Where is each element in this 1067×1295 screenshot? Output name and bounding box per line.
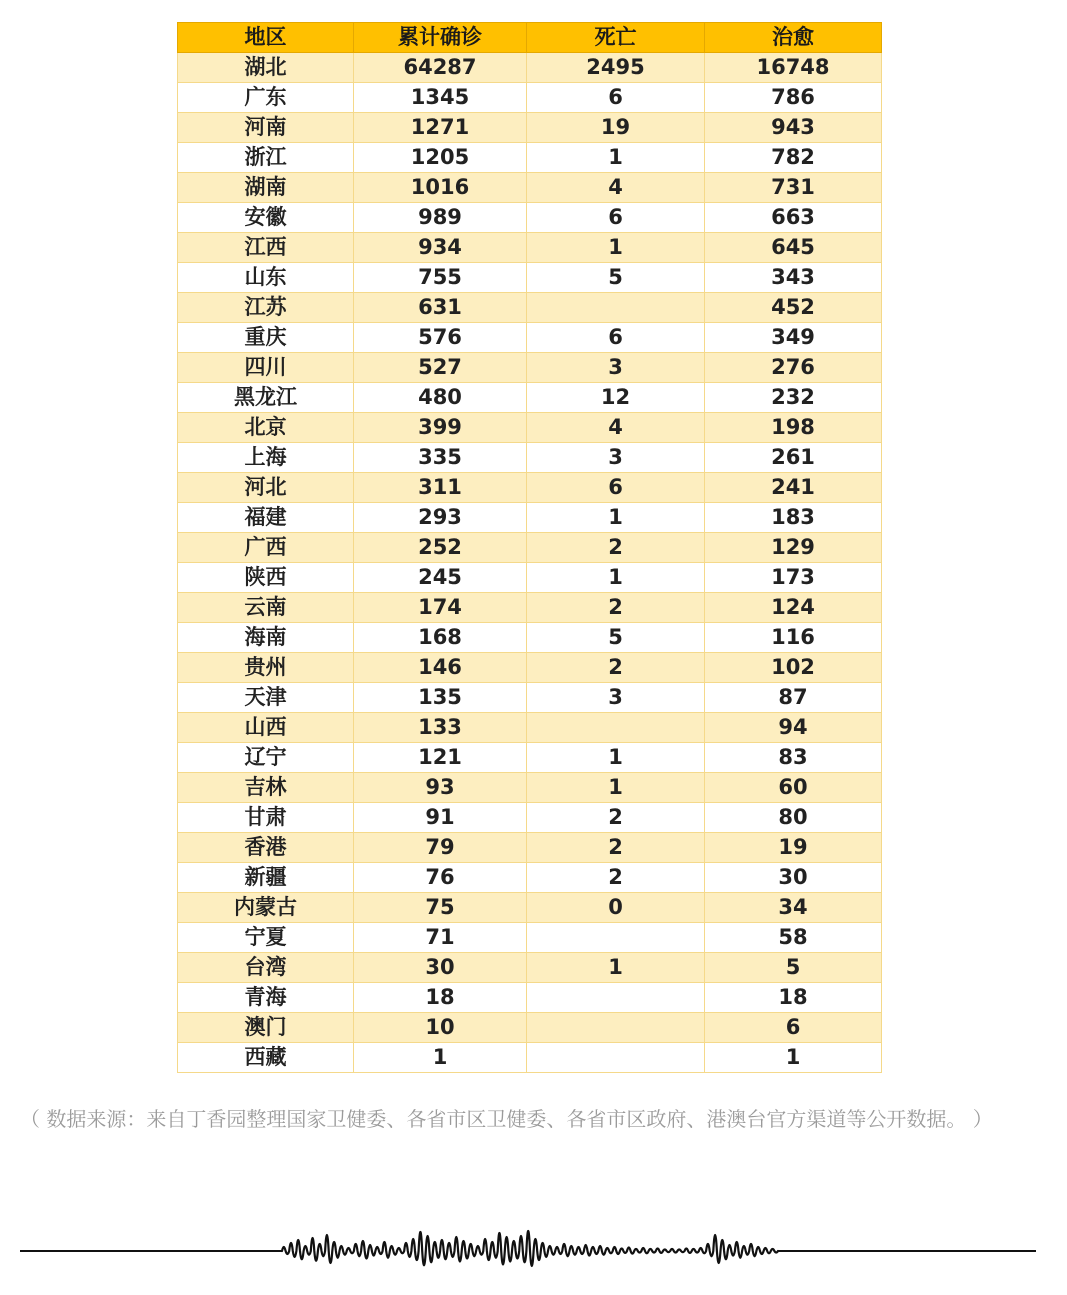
cell-deaths: 1 bbox=[527, 143, 705, 173]
cell-deaths: 3 bbox=[527, 443, 705, 473]
table-row bbox=[178, 623, 882, 653]
cell-recovered: 349 bbox=[705, 323, 882, 353]
cell-recovered: 18 bbox=[705, 983, 882, 1013]
cell-region: 宁夏 bbox=[178, 923, 354, 953]
table-row bbox=[178, 443, 882, 473]
cell-deaths: 19 bbox=[527, 113, 705, 143]
table-row bbox=[178, 383, 882, 413]
cell-deaths bbox=[527, 713, 705, 743]
table-row bbox=[178, 983, 882, 1013]
table-row bbox=[178, 413, 882, 443]
cell-region: 江西 bbox=[178, 233, 354, 263]
table-header bbox=[178, 23, 882, 53]
cell-region: 香港 bbox=[178, 833, 354, 863]
cell-recovered: 183 bbox=[705, 503, 882, 533]
cell-recovered: 343 bbox=[705, 263, 882, 293]
cell-confirmed: 91 bbox=[354, 803, 527, 833]
cell-region: 河南 bbox=[178, 113, 354, 143]
table-row bbox=[178, 743, 882, 773]
cell-deaths: 2 bbox=[527, 833, 705, 863]
cell-confirmed: 576 bbox=[354, 323, 527, 353]
cell-recovered: 452 bbox=[705, 293, 882, 323]
cell-deaths: 2 bbox=[527, 653, 705, 683]
cell-recovered: 94 bbox=[705, 713, 882, 743]
cell-region: 江苏 bbox=[178, 293, 354, 323]
cell-recovered: 16748 bbox=[705, 53, 882, 83]
cell-confirmed: 79 bbox=[354, 833, 527, 863]
cell-confirmed: 64287 bbox=[354, 53, 527, 83]
table-row bbox=[178, 1013, 882, 1043]
cell-confirmed: 76 bbox=[354, 863, 527, 893]
cell-confirmed: 10 bbox=[354, 1013, 527, 1043]
cell-deaths: 4 bbox=[527, 413, 705, 443]
cell-confirmed: 174 bbox=[354, 593, 527, 623]
cell-deaths: 2 bbox=[527, 803, 705, 833]
table-row bbox=[178, 173, 882, 203]
cell-recovered: 198 bbox=[705, 413, 882, 443]
cell-confirmed: 1345 bbox=[354, 83, 527, 113]
cell-recovered: 87 bbox=[705, 683, 882, 713]
cell-recovered: 241 bbox=[705, 473, 882, 503]
cell-recovered: 129 bbox=[705, 533, 882, 563]
table-row bbox=[178, 563, 882, 593]
cell-deaths bbox=[527, 1043, 705, 1073]
table-row bbox=[178, 503, 882, 533]
cell-deaths bbox=[527, 983, 705, 1013]
cell-recovered: 232 bbox=[705, 383, 882, 413]
cell-region: 湖南 bbox=[178, 173, 354, 203]
cell-recovered: 19 bbox=[705, 833, 882, 863]
cell-confirmed: 335 bbox=[354, 443, 527, 473]
cell-deaths bbox=[527, 1013, 705, 1043]
cell-deaths: 5 bbox=[527, 263, 705, 293]
table-row bbox=[178, 773, 882, 803]
cell-region: 天津 bbox=[178, 683, 354, 713]
cell-deaths: 3 bbox=[527, 353, 705, 383]
table-row bbox=[178, 53, 882, 83]
cell-deaths: 1 bbox=[527, 233, 705, 263]
cell-confirmed: 71 bbox=[354, 923, 527, 953]
cell-region: 黑龙江 bbox=[178, 383, 354, 413]
cell-recovered: 782 bbox=[705, 143, 882, 173]
cell-recovered: 34 bbox=[705, 893, 882, 923]
cell-confirmed: 399 bbox=[354, 413, 527, 443]
cell-recovered: 1 bbox=[705, 1043, 882, 1073]
cell-region: 山西 bbox=[178, 713, 354, 743]
cell-region: 陕西 bbox=[178, 563, 354, 593]
cell-deaths: 1 bbox=[527, 503, 705, 533]
cell-deaths: 2 bbox=[527, 863, 705, 893]
cell-recovered: 30 bbox=[705, 863, 882, 893]
header-confirmed: 累计确诊 bbox=[354, 23, 527, 53]
cell-region: 澳门 bbox=[178, 1013, 354, 1043]
cell-region: 海南 bbox=[178, 623, 354, 653]
data-table-container bbox=[177, 22, 881, 1073]
cell-deaths: 0 bbox=[527, 893, 705, 923]
cell-recovered: 124 bbox=[705, 593, 882, 623]
cell-recovered: 645 bbox=[705, 233, 882, 263]
cell-deaths: 1 bbox=[527, 773, 705, 803]
table-row bbox=[178, 923, 882, 953]
cell-confirmed: 934 bbox=[354, 233, 527, 263]
table-row bbox=[178, 323, 882, 353]
header-recovered: 治愈 bbox=[705, 23, 882, 53]
cell-recovered: 102 bbox=[705, 653, 882, 683]
cell-confirmed: 133 bbox=[354, 713, 527, 743]
cell-region: 云南 bbox=[178, 593, 354, 623]
table-row bbox=[178, 653, 882, 683]
cell-region: 福建 bbox=[178, 503, 354, 533]
cell-deaths: 1 bbox=[527, 563, 705, 593]
cell-confirmed: 1016 bbox=[354, 173, 527, 203]
table-row bbox=[178, 143, 882, 173]
cell-confirmed: 1271 bbox=[354, 113, 527, 143]
cell-recovered: 261 bbox=[705, 443, 882, 473]
cell-region: 台湾 bbox=[178, 953, 354, 983]
cell-region: 新疆 bbox=[178, 863, 354, 893]
table-row bbox=[178, 473, 882, 503]
cell-confirmed: 989 bbox=[354, 203, 527, 233]
cell-region: 辽宁 bbox=[178, 743, 354, 773]
cell-region: 内蒙古 bbox=[178, 893, 354, 923]
cell-region: 青海 bbox=[178, 983, 354, 1013]
cell-deaths: 2495 bbox=[527, 53, 705, 83]
table-row bbox=[178, 893, 882, 923]
cell-deaths bbox=[527, 923, 705, 953]
cell-confirmed: 480 bbox=[354, 383, 527, 413]
table-row bbox=[178, 113, 882, 143]
cell-confirmed: 135 bbox=[354, 683, 527, 713]
cell-deaths: 2 bbox=[527, 593, 705, 623]
source-note: （ 数据来源：来自丁香园整理国家卫健委、各省市区卫健委、各省市区政府、港澳台官方渠道等公开数据。 ） bbox=[20, 1107, 993, 1131]
table-row bbox=[178, 803, 882, 833]
cell-confirmed: 252 bbox=[354, 533, 527, 563]
cell-confirmed: 311 bbox=[354, 473, 527, 503]
cell-deaths: 6 bbox=[527, 203, 705, 233]
cell-confirmed: 30 bbox=[354, 953, 527, 983]
header-row bbox=[178, 23, 882, 53]
cell-deaths: 6 bbox=[527, 83, 705, 113]
cell-recovered: 116 bbox=[705, 623, 882, 653]
cell-region: 重庆 bbox=[178, 323, 354, 353]
cell-deaths: 6 bbox=[527, 473, 705, 503]
header-region: 地区 bbox=[178, 23, 354, 53]
cell-deaths bbox=[527, 293, 705, 323]
table-row bbox=[178, 353, 882, 383]
cell-confirmed: 121 bbox=[354, 743, 527, 773]
table-row bbox=[178, 533, 882, 563]
cell-recovered: 6 bbox=[705, 1013, 882, 1043]
cell-region: 上海 bbox=[178, 443, 354, 473]
cell-recovered: 663 bbox=[705, 203, 882, 233]
cell-region: 贵州 bbox=[178, 653, 354, 683]
cell-recovered: 786 bbox=[705, 83, 882, 113]
table-row bbox=[178, 293, 882, 323]
table-row bbox=[178, 263, 882, 293]
cell-confirmed: 1 bbox=[354, 1043, 527, 1073]
cell-region: 西藏 bbox=[178, 1043, 354, 1073]
cell-recovered: 276 bbox=[705, 353, 882, 383]
table-row bbox=[178, 83, 882, 113]
cell-region: 山东 bbox=[178, 263, 354, 293]
table-row bbox=[178, 953, 882, 983]
cell-confirmed: 1205 bbox=[354, 143, 527, 173]
cell-region: 吉林 bbox=[178, 773, 354, 803]
table-row bbox=[178, 713, 882, 743]
cell-region: 广西 bbox=[178, 533, 354, 563]
table-row bbox=[178, 683, 882, 713]
cell-region: 广东 bbox=[178, 83, 354, 113]
cell-recovered: 80 bbox=[705, 803, 882, 833]
cell-deaths: 6 bbox=[527, 323, 705, 353]
cell-deaths: 1 bbox=[527, 743, 705, 773]
cell-confirmed: 93 bbox=[354, 773, 527, 803]
cell-recovered: 731 bbox=[705, 173, 882, 203]
cell-deaths: 5 bbox=[527, 623, 705, 653]
cell-region: 甘肃 bbox=[178, 803, 354, 833]
cell-confirmed: 293 bbox=[354, 503, 527, 533]
cell-confirmed: 755 bbox=[354, 263, 527, 293]
cell-deaths: 3 bbox=[527, 683, 705, 713]
cell-region: 湖北 bbox=[178, 53, 354, 83]
table-row bbox=[178, 833, 882, 863]
cell-confirmed: 75 bbox=[354, 893, 527, 923]
cell-deaths: 1 bbox=[527, 953, 705, 983]
cell-deaths: 2 bbox=[527, 533, 705, 563]
cell-recovered: 60 bbox=[705, 773, 882, 803]
cell-confirmed: 245 bbox=[354, 563, 527, 593]
cell-recovered: 173 bbox=[705, 563, 882, 593]
cell-recovered: 83 bbox=[705, 743, 882, 773]
sound-wave-divider-icon bbox=[20, 1205, 1036, 1295]
cell-region: 北京 bbox=[178, 413, 354, 443]
cell-recovered: 943 bbox=[705, 113, 882, 143]
table-body bbox=[178, 53, 882, 1073]
header-deaths: 死亡 bbox=[527, 23, 705, 53]
cell-region: 四川 bbox=[178, 353, 354, 383]
cell-recovered: 58 bbox=[705, 923, 882, 953]
table-row bbox=[178, 203, 882, 233]
cell-confirmed: 168 bbox=[354, 623, 527, 653]
cell-region: 浙江 bbox=[178, 143, 354, 173]
table-row bbox=[178, 1043, 882, 1073]
cell-region: 安徽 bbox=[178, 203, 354, 233]
province-statistics-table bbox=[177, 22, 882, 1073]
cell-region: 河北 bbox=[178, 473, 354, 503]
table-row bbox=[178, 593, 882, 623]
cell-confirmed: 146 bbox=[354, 653, 527, 683]
cell-deaths: 12 bbox=[527, 383, 705, 413]
cell-confirmed: 631 bbox=[354, 293, 527, 323]
cell-recovered: 5 bbox=[705, 953, 882, 983]
table-row bbox=[178, 863, 882, 893]
table-row bbox=[178, 233, 882, 263]
cell-confirmed: 527 bbox=[354, 353, 527, 383]
cell-deaths: 4 bbox=[527, 173, 705, 203]
cell-confirmed: 18 bbox=[354, 983, 527, 1013]
